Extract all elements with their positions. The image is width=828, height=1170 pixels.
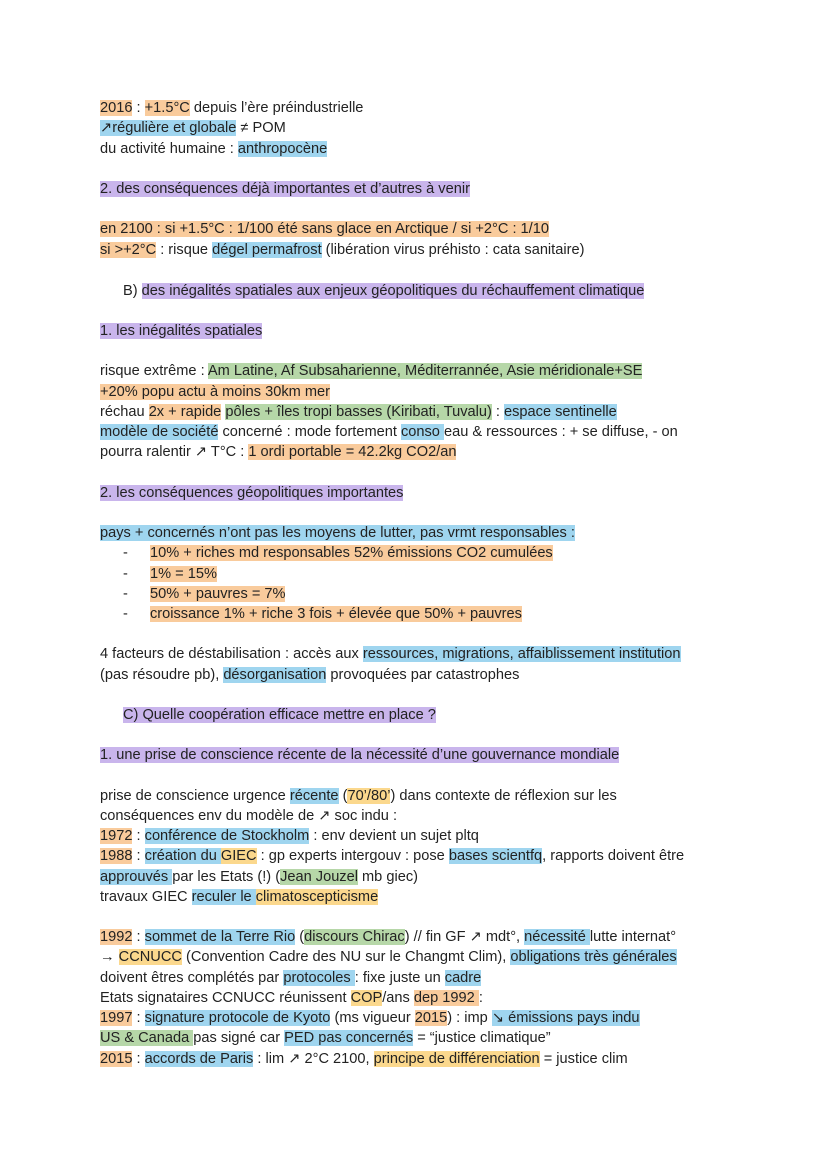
highlight-segment: 1988 [100, 848, 133, 864]
text-line [100, 969, 481, 988]
text-segment: lutte internat° [589, 929, 677, 945]
highlight-segment: conso [400, 424, 444, 440]
highlight-segment: GIEC [220, 848, 257, 864]
highlight-segment: accords de Paris [144, 1051, 254, 1067]
section-heading [100, 746, 619, 765]
highlight-segment: 1992 [100, 929, 133, 945]
bullet-item [123, 605, 522, 624]
highlight-segment: ressources, migrations, affaiblissement institution [362, 646, 681, 662]
text-segment: eau & ressources : + se diffuse, - on [443, 424, 678, 440]
highlight-segment: 1. une prise de conscience récente de la nécessité d’une gouvernance mondiale [100, 747, 620, 763]
highlight-segment: des inégalités spatiales aux enjeux géopolitiques du réchauffement climatique [141, 283, 645, 299]
text-line [100, 241, 584, 260]
text-segment: = justice clim [539, 1051, 628, 1067]
text-line [100, 1029, 551, 1048]
highlight-segment: 50% + pauvres = 7% [150, 586, 286, 602]
highlight-segment: COP [350, 990, 383, 1006]
text-segment: du activité humaine : [100, 141, 238, 157]
text-line [100, 948, 677, 967]
highlight-segment: en 2100 : si +1.5°C : 1/100 été sans glace en Arctique / si +2°C : 1/10 [100, 221, 549, 237]
bullet-dash: - [123, 586, 128, 602]
text-segment: depuis l’ère préindustrielle [189, 100, 364, 116]
highlight-segment: anthropocène [237, 141, 328, 157]
highlight-segment: croissance 1% + riche 3 fois + élevée que 50% + pauvres [150, 606, 522, 622]
highlight-segment: protocoles [283, 970, 355, 986]
highlight-segment: ↘ émissions pays indu [491, 1010, 640, 1026]
text-line [100, 868, 418, 887]
highlight-segment: discours Chirac [304, 929, 405, 945]
text-segment: : env devient un sujet pltq [309, 828, 479, 844]
highlight-segment: 2. des conséquences déjà importantes et d’autres à venir [100, 181, 470, 197]
text-segment: : risque [156, 242, 213, 258]
highlight-segment: 2015 [414, 1010, 448, 1026]
text-segment: pourra ralentir ↗ T°C : [100, 444, 249, 460]
text-line [100, 888, 378, 907]
text-segment: B) [123, 283, 142, 299]
highlight-segment: espace sentinelle [504, 404, 617, 420]
text-segment: ( [338, 788, 348, 804]
highlight-segment: C) Quelle coopération efficace mettre en place ? [123, 707, 436, 723]
text-line [100, 383, 330, 402]
section-heading [100, 322, 262, 341]
text-segment: : lim ↗ 2°C 2100, [253, 1051, 374, 1067]
text-segment: : [132, 929, 145, 945]
highlight-segment: ↗régulière et globale [100, 120, 237, 136]
text-segment: : fixe juste un [354, 970, 445, 986]
text-segment: ≠ POM [236, 120, 286, 136]
text-segment: provoquées par catastrophes [326, 667, 520, 683]
text-segment: travaux GIEC [100, 889, 192, 905]
bullet-dash: - [123, 566, 128, 582]
text-line [100, 220, 549, 239]
highlight-segment: sommet de la Terre Rio [144, 929, 296, 945]
text-segment: : [491, 404, 505, 420]
text-line [100, 119, 286, 138]
highlight-segment: 2. les conséquences géopolitiques importantes [100, 485, 404, 501]
text-line [100, 99, 363, 118]
highlight-segment: 2015 [100, 1051, 133, 1067]
text-segment: (pas résoudre pb), [100, 667, 224, 683]
text-segment: réchau [100, 404, 149, 420]
text-segment: → [100, 949, 119, 965]
highlight-segment: pays + concernés n’ont pas les moyens de lutter, pas vrmt responsables : [100, 525, 575, 541]
bullet-dash: - [123, 606, 128, 622]
highlight-segment: 70’/80’ [347, 788, 391, 804]
text-line [100, 787, 617, 806]
highlight-segment: désorganisation [223, 667, 327, 683]
text-segment: mb giec) [357, 869, 418, 885]
text-line [100, 524, 575, 543]
text-segment: : [132, 848, 145, 864]
highlight-segment: dégel permafrost [212, 242, 322, 258]
text-line [100, 928, 676, 947]
text-segment: pas signé car [193, 1030, 285, 1046]
bullet-item [123, 585, 285, 604]
highlight-segment: 1. les inégalités spatiales [100, 323, 263, 339]
highlight-segment: 2x + rapide [148, 404, 222, 420]
highlight-segment: dep 1992 [413, 990, 479, 1006]
text-segment: , rapports doivent être [542, 848, 685, 864]
text-segment: : [132, 1010, 145, 1026]
text-segment: : [132, 1051, 145, 1067]
highlight-segment: +1.5°C [144, 100, 190, 116]
text-line [100, 403, 617, 422]
highlight-segment: 10% + riches md responsables 52% émissions CO2 cumulées [150, 545, 553, 561]
highlight-segment: approuvés [100, 869, 173, 885]
section-heading [100, 180, 470, 199]
text-segment: doivent êtres complétés par [100, 970, 284, 986]
highlight-segment: 2016 [100, 100, 133, 116]
highlight-segment: bases scientfq [448, 848, 543, 864]
highlight-segment: CCNUCC [118, 949, 182, 965]
highlight-segment: Jean Jouzel [280, 869, 358, 885]
text-segment: ) : imp [447, 1010, 492, 1026]
text-line [100, 847, 684, 866]
text-line [100, 827, 479, 846]
text-line [100, 666, 519, 685]
text-segment: /ans [382, 990, 414, 1006]
text-line [100, 1009, 640, 1028]
text-segment: : [478, 990, 483, 1006]
text-line [100, 645, 681, 664]
highlight-segment: PED pas concernés [284, 1030, 414, 1046]
bullet-item [123, 544, 553, 563]
text-segment: : [132, 828, 145, 844]
highlight-segment: 1% = 15% [150, 566, 217, 582]
highlight-segment: 1997 [100, 1010, 133, 1026]
part-heading-c [123, 706, 436, 725]
text-segment: 4 facteurs de déstabilisation : accès aux [100, 646, 363, 662]
text-line [100, 362, 642, 381]
bullet-item [123, 565, 217, 584]
highlight-segment: Am Latine, Af Subsaharienne, Méditerrannée, Asie méridionale+SE [207, 363, 643, 379]
highlight-segment: +20% popu actu à moins 30km mer [100, 384, 330, 400]
text-segment: (Convention Cadre des NU sur le Changmt Clim), [181, 949, 511, 965]
text-segment: conséquences env du modèle de ↗ soc indu : [100, 808, 397, 824]
text-line [100, 1050, 628, 1069]
section-heading [100, 484, 403, 503]
highlight-segment: nécessité [524, 929, 590, 945]
text-segment: : [132, 100, 145, 116]
highlight-segment: US & Canada [100, 1030, 194, 1046]
highlight-segment: pôles + îles tropi basses (Kiribati, Tuvalu) [225, 404, 492, 420]
text-segment: ) // fin GF ↗ mdt°, [404, 929, 525, 945]
highlight-segment: reculer le [191, 889, 256, 905]
text-segment: ( [295, 929, 305, 945]
highlight-segment: climatoscepticisme [255, 889, 379, 905]
highlight-segment: cadre [444, 970, 482, 986]
text-segment: prise de conscience urgence [100, 788, 290, 804]
text-segment: ) dans contexte de réflexion sur les [390, 788, 617, 804]
text-segment: = “justice climatique” [413, 1030, 551, 1046]
bullet-dash: - [123, 545, 128, 561]
text-segment: (libération virus préhisto : cata sanitaire) [321, 242, 585, 258]
highlight-segment: obligations très générales [510, 949, 677, 965]
text-line [100, 443, 456, 462]
text-line [100, 423, 678, 442]
highlight-segment: modèle de société [100, 424, 219, 440]
text-segment: concerné : mode fortement [218, 424, 401, 440]
text-segment: : gp experts intergouv : pose [256, 848, 449, 864]
text-segment: risque extrême : [100, 363, 208, 379]
highlight-segment: principe de différenciation [373, 1051, 540, 1067]
highlight-segment: création du [144, 848, 221, 864]
text-line [100, 140, 327, 159]
highlight-segment: 1972 [100, 828, 133, 844]
text-segment: par les Etats (!) ( [172, 869, 281, 885]
highlight-segment: conférence de Stockholm [144, 828, 310, 844]
text-line [100, 807, 397, 826]
highlight-segment: signature protocole de Kyoto [144, 1010, 331, 1026]
highlight-segment: si >+2°C [100, 242, 157, 258]
text-line [100, 989, 483, 1008]
text-segment: Etats signataires CCNUCC réunissent [100, 990, 351, 1006]
text-segment: (ms vigueur [330, 1010, 415, 1026]
part-heading-b [123, 282, 644, 301]
highlight-segment: 1 ordi portable = 42.2kg CO2/an [248, 444, 457, 460]
highlight-segment: récente [289, 788, 339, 804]
